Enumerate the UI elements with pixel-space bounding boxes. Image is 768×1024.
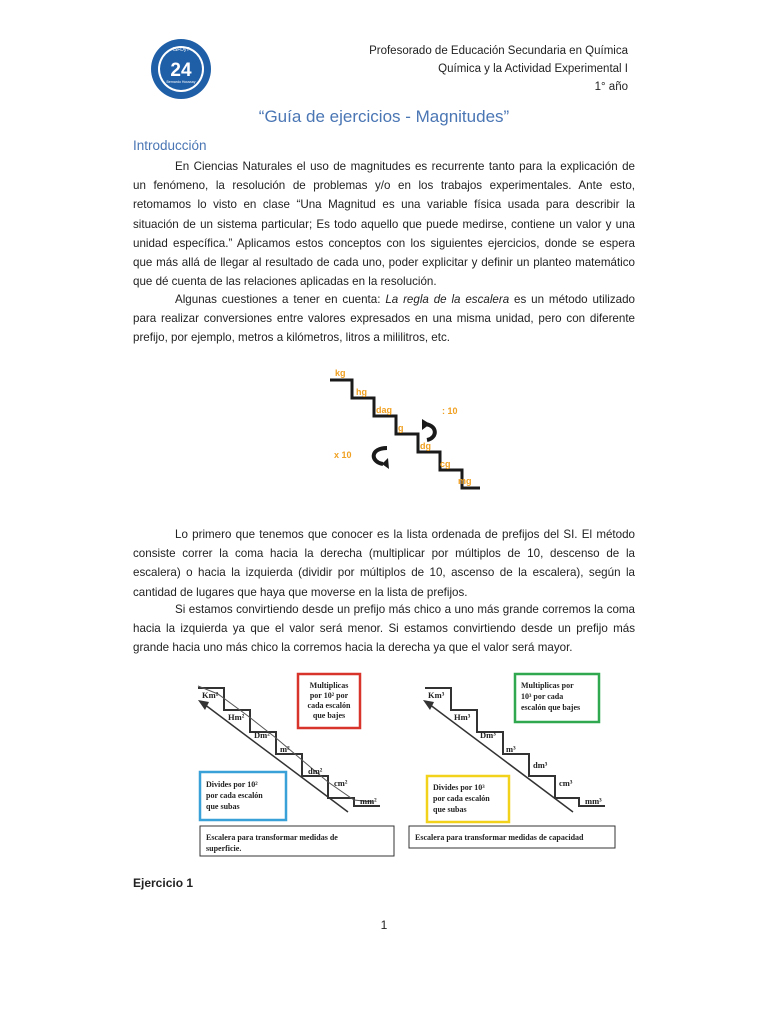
surface-units-ladder: [178, 666, 418, 860]
header-line-course: Química y la Actividad Experimental I: [438, 63, 628, 75]
multiply-box-text: cada escalón: [307, 701, 351, 710]
divide-box-text: que subas: [206, 802, 240, 811]
multiply-box-text: Multiplicas por: [521, 681, 574, 690]
capacity-units-ladder: [403, 666, 621, 860]
capacity-caption: Escalera para transformar medidas de capacidad: [415, 833, 584, 842]
divide-box-text: que subas: [433, 805, 467, 814]
ladder-step-label: dg: [420, 441, 431, 451]
divide-box-text: por cada escalón: [433, 794, 490, 803]
multiply-box-text: 10³ por cada: [521, 692, 564, 701]
surface-step-label: Dm²: [254, 730, 270, 740]
svg-text:24: 24: [170, 60, 192, 81]
header-line-year: 1° año: [594, 81, 628, 93]
surface-step-label: Km²: [202, 690, 219, 700]
section-heading-introduccion: Introducción: [133, 138, 207, 153]
capacity-step-label: Km³: [428, 690, 445, 700]
divide-box-text: Divides por 10³: [433, 783, 485, 792]
ladder-step-label: dag: [376, 405, 393, 415]
exercise-heading: Ejercicio 1: [133, 876, 194, 890]
down-arrow-icon: [374, 448, 389, 469]
capacity-step-label: cm³: [559, 778, 573, 788]
ladder-step-label: mg: [458, 476, 472, 486]
divide-box-text: por cada escalón: [206, 791, 263, 800]
up-arrow-icon: [422, 419, 435, 440]
paragraph-prefix-list: Lo primero que tenemos que conocer es la lista ordenada de prefijos del SI. El método consiste correr la coma hacia la derecha (multiplicar por múltiplos de 10, descenso de la escalera) o hacia la izquierda (dividir por múltiplos de 10, ascenso de la escalera), según la cantidad de lugares que haya que moverse en la lista de prefijos.: [133, 528, 635, 599]
surface-caption: Escalera para transformar medidas de: [206, 833, 338, 842]
ladder-step-label: g: [398, 423, 404, 433]
ladder-step-label: cg: [440, 459, 451, 469]
multiply-box-text: escalón que bajes: [521, 703, 581, 712]
page-number: 1: [380, 918, 388, 932]
surface-step-label: cm²: [334, 778, 348, 788]
paragraph-intro-2: Algunas cuestiones a tener en cuenta: La regla de la escalera es un método utilizado para realizar conversiones entre valores expresados en una misma unidad, pero con diferente prefijo, por ejemplo, metros a kilómetros, litros a mililitros, etc.: [133, 293, 635, 345]
capacity-step-label: Dm³: [480, 730, 496, 740]
capacity-step-label: m³: [506, 744, 516, 754]
surface-step-label: dm²: [308, 766, 323, 776]
capacity-step-label: dm³: [533, 760, 548, 770]
document-title: “Guía de ejercicios - Magnitudes”: [258, 107, 510, 126]
capacity-step-label: mm³: [585, 796, 602, 806]
capacity-step-label: Hm³: [454, 712, 471, 722]
institution-logo: [150, 38, 212, 100]
paragraph-intro-1: En Ciencias Naturales el uso de magnitudes es recurrente tanto para la explicación de un fenómeno, la resolución de problemas y/o en los trabajos experimentales. Ante esto, retomamos lo visto en clase “Una Magnitud es una variable física usada para describir la situación de un sistema particular; Es todo aquello que puede medirse, contiene un valor y una unidad específica.” Aplicamos estos conceptos con los siguientes ejercicios, donde se espera que más allá de llegar al resultado de cada uno, poder explicitar y definir un planteo matemático que dé cuenta de las relaciones aplicadas en la resolución.: [133, 160, 635, 289]
surface-caption: superficie.: [206, 844, 242, 853]
surface-step-label: mm²: [360, 796, 377, 806]
ladder-step-label: hg: [356, 387, 367, 397]
course-header: [369, 42, 628, 96]
svg-text:Bernardo Houssay: Bernardo Houssay: [166, 80, 196, 84]
surface-step-label: m²: [280, 744, 290, 754]
header-line-program: Profesorado de Educación Secundaria en Química: [369, 45, 628, 57]
multiply-box-text: por 10² por: [309, 691, 349, 700]
multiply-by-ten-label: x 10: [334, 450, 352, 460]
ladder-step-label: kg: [335, 368, 346, 378]
mass-prefix-ladder: [330, 362, 480, 517]
paragraph-conversion-direction: Si estamos convirtiendo desde un prefijo más chico a uno más grande corremos la coma hacia la izquierda ya que el valor será menor. Si estamos convirtiendo desde un prefijo más grande hacia uno más chico la corremos hacia la derecha ya que el valor será mayor.: [133, 603, 635, 655]
divide-box-text: Divides por 10²: [206, 780, 258, 789]
emphasis-regla-escalera: La regla de la escalera: [385, 293, 510, 306]
surface-step-label: Hm²: [228, 712, 245, 722]
multiply-box-text: que bajes: [312, 711, 346, 720]
divide-by-ten-label: : 10: [442, 406, 458, 416]
multiply-box-text: Multiplicas: [309, 681, 349, 690]
svg-text:ISFDyT: ISFDyT: [172, 47, 190, 53]
